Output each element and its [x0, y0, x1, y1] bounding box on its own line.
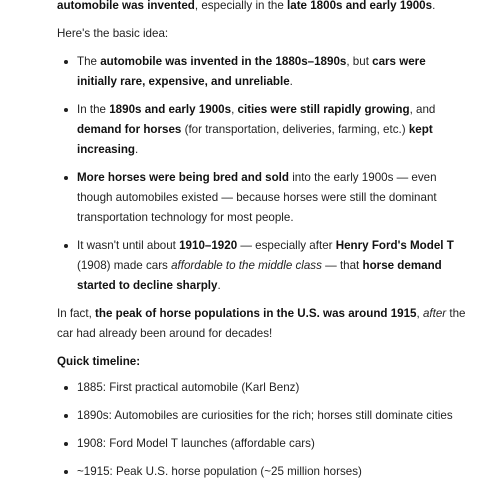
- timeline-item: 1885: First practical automobile (Karl Benz): [57, 378, 467, 398]
- assistant-message: [57, 0, 467, 490]
- bold-text: the peak of horse populations in the U.S. was around 1915: [95, 307, 417, 320]
- paragraph-fact: [57, 304, 467, 344]
- text-run: It wasn't until about: [77, 239, 180, 252]
- text-run: , especially in the: [194, 0, 288, 12]
- bold-text: Henry Ford's Model T: [335, 239, 454, 252]
- text-run: into the early 1900s — even though automobiles existed — because horses were still the dominant transportation technology for most people.: [77, 171, 437, 224]
- italic-text: affordable to the middle class: [171, 259, 322, 272]
- bold-text: cities were still rapidly growing: [237, 103, 410, 116]
- text-run: the car had already been around for decades!: [57, 307, 466, 340]
- bold-text: automobile was invented in the 1880s–1890s: [100, 55, 347, 68]
- paragraph-top: [57, 0, 467, 16]
- text-run: , but: [346, 55, 373, 68]
- text-run: (for transportation, deliveries, farming, etc.): [181, 123, 409, 136]
- text-run: — especially after: [237, 239, 336, 252]
- bold-text: late 1800s and early 1900s: [287, 0, 433, 12]
- timeline-list: [57, 378, 467, 482]
- paragraph-intro: Here's the basic idea:: [57, 27, 169, 40]
- text-run: — that: [321, 259, 363, 272]
- timeline-heading-text: Quick timeline:: [57, 355, 141, 368]
- text-run: In the: [77, 103, 110, 116]
- text-run: ,: [231, 103, 238, 116]
- timeline-item: 1890s: Automobiles are curiosities for the rich; horses still dominate cities: [57, 406, 467, 426]
- text-run: In fact,: [57, 307, 96, 320]
- text-run: , and: [409, 103, 436, 116]
- text-run: .: [135, 143, 139, 156]
- bold-text: horse demand started to decline sharply: [77, 259, 442, 292]
- bold-text: automobile was invented: [57, 0, 195, 12]
- bold-text: More horses were being bred and sold: [77, 171, 289, 184]
- text-run: The: [77, 55, 101, 68]
- list-item: [57, 236, 467, 296]
- text-run: .: [432, 0, 436, 12]
- text-run: ,: [416, 307, 423, 320]
- text-run: .: [217, 279, 221, 292]
- bold-text: kept increasing: [77, 123, 433, 156]
- timeline-item: 1908: Ford Model T launches (affordable cars): [57, 434, 467, 454]
- timeline-heading: [57, 352, 467, 372]
- list-item: [57, 168, 467, 228]
- bold-text: 1910–1920: [179, 239, 238, 252]
- italic-text: after: [422, 307, 447, 320]
- list-item: [57, 52, 467, 92]
- list-item: [57, 100, 467, 160]
- timeline-item: ~1915: Peak U.S. horse population (~25 million horses): [57, 462, 467, 482]
- bold-text: cars were initially rare, expensive, and unreliable: [77, 55, 426, 88]
- text-run: (1908) made cars: [77, 259, 172, 272]
- text-run: .: [289, 75, 293, 88]
- bold-text: demand for horses: [77, 123, 182, 136]
- bold-text: 1890s and early 1900s: [109, 103, 232, 116]
- explanation-list: [57, 52, 467, 296]
